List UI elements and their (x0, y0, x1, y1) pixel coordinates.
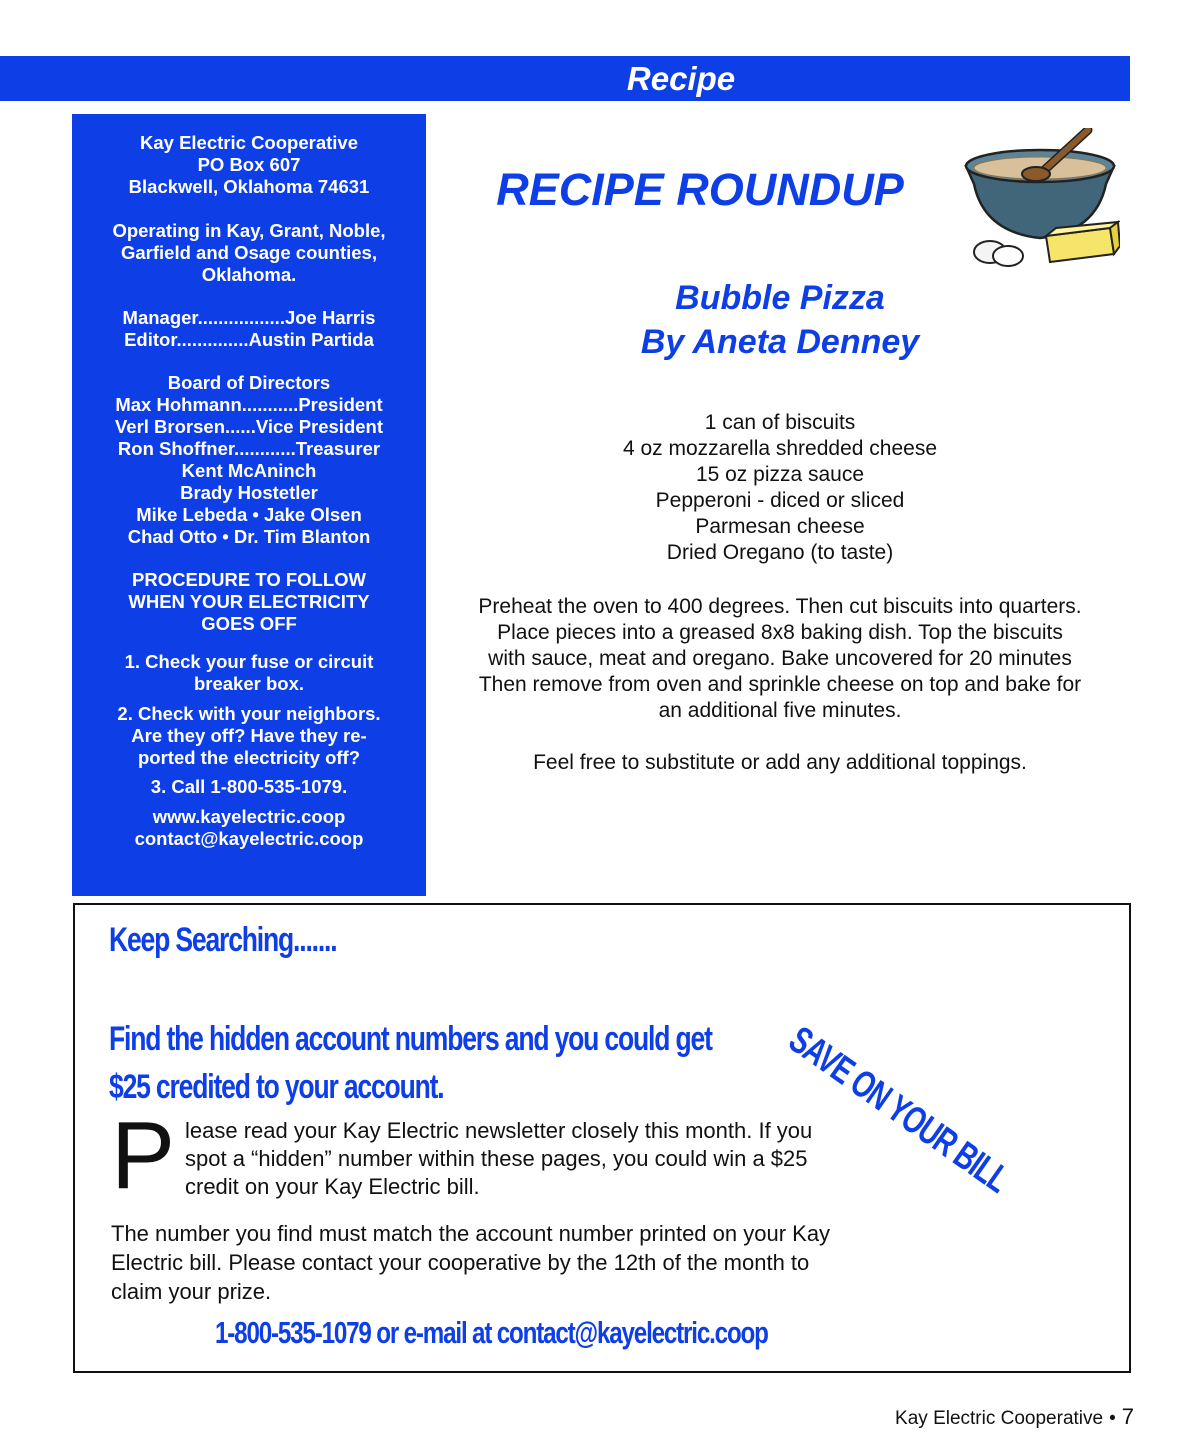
mixing-bowl-icon (960, 128, 1120, 268)
keep-searching-heading: Keep Searching....... (109, 921, 337, 959)
board-block (72, 372, 426, 548)
procedure-title-line: WHEN YOUR ELECTRICITY (128, 591, 370, 612)
ingredient-item: Dried Oregano (to taste) (666, 541, 894, 564)
board-title: Board of Directors (167, 372, 331, 393)
page-footer (895, 1404, 1134, 1430)
board-member: Kent McAninch (181, 460, 317, 481)
contest-headline-line: Find the hidden account numbers and you could get (109, 1020, 712, 1058)
address-line: PO Box 607 (197, 154, 301, 175)
paragraph-line: The number you find must match the account number printed on your Kay (111, 1221, 831, 1246)
address-line: Kay Electric Cooperative (140, 132, 358, 153)
operating-block (72, 220, 426, 286)
procedure-step-1 (72, 651, 426, 695)
drop-cap: P (111, 1102, 176, 1209)
ingredient-item: 4 oz mozzarella shredded cheese (622, 437, 937, 460)
board-member: Brady Hostetler (180, 482, 318, 503)
contest-intro-paragraph (111, 1102, 951, 1209)
section-title: Recipe (626, 60, 736, 97)
procedure-title-line: PROCEDURE TO FOLLOW (132, 569, 366, 590)
procedure-title (72, 569, 426, 635)
step-line: 2. Check with your neighbors. (117, 703, 381, 724)
step-line: ported the electricity off? (137, 747, 361, 768)
instruction-line: an additional five minutes. (658, 699, 902, 722)
ingredient-item: 15 oz pizza sauce (695, 463, 865, 486)
contest-rules-paragraph (111, 1219, 971, 1306)
dish-name: Bubble Pizza (675, 279, 885, 317)
ingredient-list (440, 410, 1120, 566)
staff-line: Manager.................Joe Harris (122, 307, 376, 328)
ingredient-item: Pepperoni - diced or sliced (655, 489, 905, 512)
contest-contact-line[interactable]: 1-800-535-1079 or e-mail at contact@kayelectric.coop (215, 1315, 768, 1350)
procedure-step-2 (72, 703, 426, 769)
section-header-bar (0, 56, 1130, 101)
procedure-step-3 (72, 776, 426, 798)
email-link[interactable]: contact@kayelectric.coop (134, 828, 364, 849)
instruction-line: Then remove from oven and sprinkle cheese on top and bake for (478, 673, 1082, 696)
instruction-line: Preheat the oven to 400 degrees. Then cut biscuits into quarters. (478, 595, 1082, 618)
contest-headline (109, 1015, 712, 1111)
step-line: 3. Call 1-800-535-1079. (150, 776, 348, 797)
operating-line: Operating in Kay, Grant, Noble, (112, 220, 386, 241)
website-link[interactable]: www.kayelectric.coop (152, 806, 346, 827)
paragraph-line: lease read your Kay Electric newsletter closely this month. If you (185, 1118, 813, 1143)
hidden-number-contest-box (73, 903, 1131, 1373)
board-member: Verl Brorsen......Vice President (114, 416, 384, 437)
board-member: Mike Lebeda • Jake Olsen (136, 504, 362, 525)
footer-bullet: • (1109, 1408, 1116, 1429)
ingredient-item: 1 can of biscuits (704, 411, 856, 434)
contest-headline-line: $25 credited to your account. (109, 1068, 444, 1106)
contact-block (72, 806, 426, 850)
paragraph-line: claim your prize. (111, 1279, 272, 1304)
recipe-instructions (436, 594, 1124, 724)
recipe-heading (440, 276, 1120, 364)
cooperative-info-sidebar (72, 114, 426, 896)
board-member: Max Hohmann...........President (115, 394, 383, 415)
recipe-roundup-title: RECIPE ROUNDUP (496, 164, 904, 215)
instruction-line: with sauce, meat and oregano. Bake uncovered for 20 minutes (488, 647, 1072, 670)
operating-line: Garfield and Osage counties, (121, 242, 377, 263)
step-line: 1. Check your fuse or circuit (124, 651, 374, 672)
page-number: 7 (1121, 1404, 1134, 1429)
save-on-your-bill-badge: SAVE ON YOUR BILL (781, 1018, 1017, 1201)
address-block (72, 132, 426, 198)
operating-line: Oklahoma. (201, 264, 297, 285)
paragraph-line: spot a “hidden” number within these pages, you could win a $25 (185, 1146, 808, 1171)
footer-publisher: Kay Electric Cooperative (895, 1408, 1104, 1429)
instruction-line: Place pieces into a greased 8x8 baking dish. Top the biscuits (497, 621, 1063, 644)
staff-block (72, 307, 426, 351)
step-line: Are they off? Have they re- (131, 725, 367, 746)
staff-line: Editor..............Austin Partida (124, 329, 374, 350)
procedure-title-line: GOES OFF (201, 613, 297, 634)
recipe-author: By Aneta Denney (640, 323, 920, 361)
paragraph-line: Electric bill. Please contact your cooperative by the 12th of the month to (111, 1250, 810, 1275)
step-line: breaker box. (193, 673, 305, 694)
address-line: Blackwell, Oklahoma 74631 (128, 176, 370, 197)
recipe-note: Feel free to substitute or add any additional toppings. (533, 751, 1027, 774)
board-member: Ron Shoffner............Treasurer (117, 438, 381, 459)
board-member: Chad Otto • Dr. Tim Blanton (127, 526, 371, 547)
ingredient-item: Parmesan cheese (695, 515, 865, 538)
paragraph-line: credit on your Kay Electric bill. (185, 1174, 480, 1199)
